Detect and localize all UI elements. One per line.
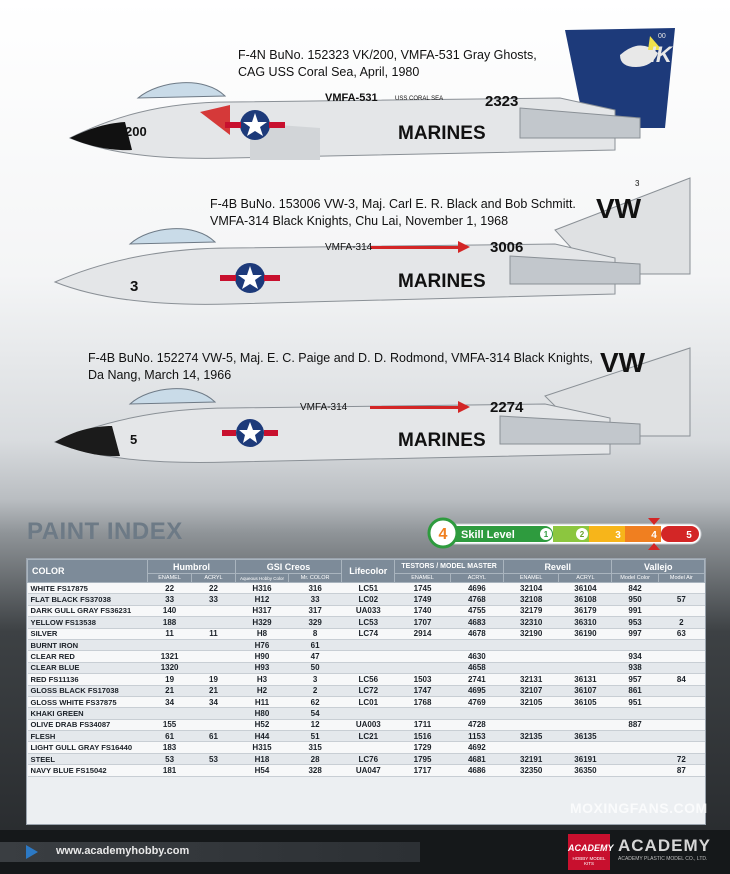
- skill-level-1: 1: [543, 530, 549, 539]
- paint-code-cell: 1740: [395, 605, 450, 616]
- paint-code-cell: [559, 639, 612, 650]
- color-name-cell: NAVY BLUE FS15042: [28, 765, 148, 776]
- paint-code-cell: 3: [289, 674, 342, 685]
- paint-code-cell: [612, 742, 658, 753]
- paint-code-cell: 62: [289, 696, 342, 707]
- color-name-cell: OLIVE DRAB FS34087: [28, 719, 148, 730]
- paint-code-cell: [192, 639, 236, 650]
- paint-code-cell: [658, 685, 704, 696]
- paint-code-cell: 32310: [503, 617, 558, 628]
- paint-code-cell: 11: [148, 628, 192, 639]
- paint-code-cell: 4695: [450, 685, 503, 696]
- color-name-cell: BURNT IRON: [28, 639, 148, 650]
- aircraft-3-tail-code: VW: [600, 347, 646, 378]
- paint-code-cell: [612, 639, 658, 650]
- paint-code-cell: 32179: [503, 605, 558, 616]
- paint-code-cell: 4696: [450, 583, 503, 594]
- paint-code-cell: 328: [289, 765, 342, 776]
- paint-code-cell: [612, 765, 658, 776]
- aircraft-2-caption-line2: VMFA-314 Black Knights, Chu Lai, November 1, 1968: [210, 214, 509, 228]
- arrow-icon: [26, 845, 38, 859]
- color-name-cell: YELLOW FS13538: [28, 617, 148, 628]
- paint-code-cell: 87: [658, 765, 704, 776]
- color-name-cell: LIGHT GULL GRAY FS16440: [28, 742, 148, 753]
- paint-code-cell: 4769: [450, 696, 503, 707]
- color-name-cell: GLOSS WHITE FS37875: [28, 696, 148, 707]
- paint-code-cell: 36135: [559, 731, 612, 742]
- paint-code-cell: 1707: [395, 617, 450, 628]
- paint-code-cell: [450, 639, 503, 650]
- color-name-cell: GLOSS BLACK FS17038: [28, 685, 148, 696]
- paint-code-cell: 1503: [395, 674, 450, 685]
- paint-code-cell: 4658: [450, 662, 503, 673]
- color-name-cell: FLESH: [28, 731, 148, 742]
- paint-code-cell: H3: [235, 674, 288, 685]
- paint-code-cell: [559, 719, 612, 730]
- paint-code-cell: 1153: [450, 731, 503, 742]
- paint-code-cell: [658, 651, 704, 662]
- paint-code-cell: H8: [235, 628, 288, 639]
- paint-code-cell: 32190: [503, 628, 558, 639]
- academy-logo-badge: [568, 834, 614, 870]
- paint-code-cell: 1745: [395, 583, 450, 594]
- paint-code-cell: 61: [148, 731, 192, 742]
- paint-code-cell: [192, 605, 236, 616]
- paint-code-cell: [503, 639, 558, 650]
- subheader-testors-acryl: ACRYL: [450, 574, 503, 583]
- paint-code-cell: 4692: [450, 742, 503, 753]
- table-row: [28, 708, 705, 719]
- paint-code-cell: [559, 651, 612, 662]
- skill-level-current: 4: [438, 526, 448, 543]
- color-name-cell: RED FS11136: [28, 674, 148, 685]
- paint-code-cell: 12: [289, 719, 342, 730]
- color-name-cell: WHITE FS17875: [28, 583, 148, 594]
- paint-code-cell: [658, 708, 704, 719]
- paint-code-cell: 22: [148, 583, 192, 594]
- paint-code-cell: 19: [192, 674, 236, 685]
- paint-code-cell: 32107: [503, 685, 558, 696]
- logo-badge-text: ACADEMY: [568, 843, 614, 853]
- table-row: [28, 662, 705, 673]
- paint-code-cell: [395, 639, 450, 650]
- header-revell: Revell: [503, 560, 612, 574]
- aircraft-2-squadron: VMFA-314: [325, 242, 373, 253]
- paint-code-cell: UA033: [342, 605, 395, 616]
- subheader-gsi-aqueous: Aqueous Hobby Color: [235, 574, 288, 583]
- paint-code-cell: 32131: [503, 674, 558, 685]
- paint-code-cell: 33: [289, 594, 342, 605]
- paint-code-cell: 2: [658, 617, 704, 628]
- paint-code-cell: 8: [289, 628, 342, 639]
- paint-code-cell: 28: [289, 753, 342, 764]
- table-row: [28, 742, 705, 753]
- paint-code-cell: 155: [148, 719, 192, 730]
- paint-code-cell: 22: [192, 583, 236, 594]
- paint-code-cell: 4728: [450, 719, 503, 730]
- paint-code-cell: [148, 708, 192, 719]
- paint-code-cell: 33: [148, 594, 192, 605]
- academy-logo-text: ACADEMY: [618, 836, 711, 855]
- paint-code-cell: H54: [235, 765, 288, 776]
- color-name-cell: CLEAR RED: [28, 651, 148, 662]
- paint-code-cell: 4768: [450, 594, 503, 605]
- subheader-gsi-mr-color: Mr. COLOR: [289, 574, 342, 583]
- paint-code-cell: UA047: [342, 765, 395, 776]
- aircraft-1-tail-code: NK: [640, 42, 672, 67]
- paint-code-cell: H52: [235, 719, 288, 730]
- paint-code-cell: H18: [235, 753, 288, 764]
- paint-code-cell: 1320: [148, 662, 192, 673]
- paint-code-cell: 934: [612, 651, 658, 662]
- paint-code-cell: [192, 662, 236, 673]
- aircraft-1-ship: USS CORAL SEA: [395, 96, 444, 102]
- paint-code-cell: 53: [192, 753, 236, 764]
- aircraft-3-modex: 5: [130, 432, 138, 447]
- aircraft-3-squadron: VMFA-314: [300, 402, 348, 413]
- header-humbrol: Humbrol: [148, 560, 236, 574]
- paint-code-cell: LC74: [342, 628, 395, 639]
- paint-code-cell: 50: [289, 662, 342, 673]
- subheader-vallejo-model-air: Model Air: [658, 574, 704, 583]
- paint-code-cell: 315: [289, 742, 342, 753]
- paint-code-cell: H90: [235, 651, 288, 662]
- paint-code-cell: [658, 731, 704, 742]
- skill-level-4: 4: [651, 530, 657, 541]
- paint-code-cell: 1717: [395, 765, 450, 776]
- paint-code-cell: [342, 651, 395, 662]
- paint-code-cell: LC51: [342, 583, 395, 594]
- aircraft-3-marines: MARINES: [398, 430, 486, 451]
- table-row: [28, 685, 705, 696]
- paint-table-body: [28, 583, 705, 777]
- paint-code-cell: 4755: [450, 605, 503, 616]
- paint-code-cell: [192, 719, 236, 730]
- paint-code-cell: [559, 708, 612, 719]
- paint-code-cell: [658, 742, 704, 753]
- paint-code-cell: 887: [612, 719, 658, 730]
- paint-code-cell: 2741: [450, 674, 503, 685]
- paint-code-cell: H80: [235, 708, 288, 719]
- academy-logo-subtext: ACADEMY PLASTIC MODEL CO., LTD.: [618, 856, 708, 862]
- header-gsi-creos: GSI Creos: [235, 560, 341, 574]
- paint-code-cell: [503, 742, 558, 753]
- paint-code-cell: 188: [148, 617, 192, 628]
- paint-code-cell: 36190: [559, 628, 612, 639]
- header-testors: TESTORS / MODEL MASTER: [395, 560, 504, 574]
- logo-badge-subtext: HOBBY MODEL KITS: [572, 856, 606, 866]
- paint-code-cell: 957: [612, 674, 658, 685]
- paint-code-cell: [612, 708, 658, 719]
- paint-code-cell: 33: [192, 594, 236, 605]
- paint-code-cell: 4681: [450, 753, 503, 764]
- paint-code-cell: 36310: [559, 617, 612, 628]
- paint-code-cell: H76: [235, 639, 288, 650]
- paint-code-cell: H11: [235, 696, 288, 707]
- aircraft-3-serial: 2274: [490, 399, 524, 416]
- table-row: [28, 696, 705, 707]
- paint-code-cell: 34: [148, 696, 192, 707]
- paint-code-cell: 329: [289, 617, 342, 628]
- table-row: [28, 594, 705, 605]
- paint-code-cell: 32108: [503, 594, 558, 605]
- aircraft-2-modex: 3: [130, 278, 139, 295]
- paint-code-cell: 991: [612, 605, 658, 616]
- paint-code-cell: 36104: [559, 583, 612, 594]
- paint-code-cell: H316: [235, 583, 288, 594]
- paint-code-cell: [503, 662, 558, 673]
- paint-code-cell: 32135: [503, 731, 558, 742]
- aircraft-3-profile: [0, 340, 730, 470]
- paint-code-cell: [612, 753, 658, 764]
- color-name-cell: FLAT BLACK FS37038: [28, 594, 148, 605]
- aircraft-1-modex: 200: [125, 124, 147, 139]
- paint-code-cell: [342, 662, 395, 673]
- paint-code-cell: 32104: [503, 583, 558, 594]
- table-row: [28, 639, 705, 650]
- table-row: [28, 583, 705, 594]
- paint-table-container: [26, 558, 706, 825]
- color-name-cell: SILVER: [28, 628, 148, 639]
- paint-code-cell: 32105: [503, 696, 558, 707]
- paint-code-cell: [342, 742, 395, 753]
- paint-code-cell: 54: [289, 708, 342, 719]
- paint-code-cell: 36108: [559, 594, 612, 605]
- paint-code-cell: 140: [148, 605, 192, 616]
- skill-level-5: 5: [686, 530, 692, 541]
- paint-code-cell: [192, 617, 236, 628]
- header-color: COLOR: [28, 560, 148, 583]
- table-row: [28, 753, 705, 764]
- paint-code-cell: H315: [235, 742, 288, 753]
- paint-code-cell: 84: [658, 674, 704, 685]
- paint-code-cell: 861: [612, 685, 658, 696]
- paint-code-cell: 953: [612, 617, 658, 628]
- paint-code-cell: 317: [289, 605, 342, 616]
- paint-code-cell: 4686: [450, 765, 503, 776]
- paint-code-cell: LC02: [342, 594, 395, 605]
- paint-code-cell: 4678: [450, 628, 503, 639]
- paint-code-cell: 36105: [559, 696, 612, 707]
- paint-table: [27, 559, 705, 777]
- paint-code-cell: 72: [658, 753, 704, 764]
- paint-code-cell: LC53: [342, 617, 395, 628]
- paint-code-cell: [658, 662, 704, 673]
- paint-code-cell: LC21: [342, 731, 395, 742]
- aircraft-2-caption-line1: F-4B BuNo. 153006 VW-3, Maj. Carl E. R. Black and Bob Schmitt.: [210, 197, 576, 211]
- paint-code-cell: 61: [192, 731, 236, 742]
- paint-code-cell: 32350: [503, 765, 558, 776]
- subheader-testors-enamel: ENAMEL: [395, 574, 450, 583]
- paint-code-cell: [658, 605, 704, 616]
- paint-code-cell: 2914: [395, 628, 450, 639]
- header-lifecolor: Lifecolor: [342, 560, 395, 583]
- paint-code-cell: 316: [289, 583, 342, 594]
- paint-code-cell: 21: [148, 685, 192, 696]
- paint-code-cell: 2: [289, 685, 342, 696]
- aircraft-1-tail-num: 00: [658, 33, 666, 40]
- paint-code-cell: [559, 742, 612, 753]
- paint-code-cell: [192, 765, 236, 776]
- aircraft-2-profile: [0, 170, 730, 320]
- paint-code-cell: 19: [148, 674, 192, 685]
- subheader-revell-acryl: ACRYL: [559, 574, 612, 583]
- paint-code-cell: LC72: [342, 685, 395, 696]
- watermark-text: MOXINGFANS.COM: [570, 800, 708, 816]
- aircraft-3-caption-line2: Da Nang, March 14, 1966: [88, 368, 232, 382]
- paint-code-cell: [395, 662, 450, 673]
- paint-code-cell: 36179: [559, 605, 612, 616]
- paint-code-cell: 183: [148, 742, 192, 753]
- paint-code-cell: 36191: [559, 753, 612, 764]
- paint-code-cell: [192, 708, 236, 719]
- paint-code-cell: 36107: [559, 685, 612, 696]
- paint-code-cell: [503, 651, 558, 662]
- table-row: [28, 719, 705, 730]
- color-name-cell: DARK GULL GRAY FS36231: [28, 605, 148, 616]
- color-name-cell: STEEL: [28, 753, 148, 764]
- aircraft-1-caption-line1: F-4N BuNo. 152323 VK/200, VMFA-531 Gray Ghosts,: [238, 48, 537, 62]
- aircraft-2-tail-num: 3: [635, 179, 640, 188]
- paint-code-cell: [658, 639, 704, 650]
- table-row: [28, 651, 705, 662]
- paint-code-cell: 32191: [503, 753, 558, 764]
- paint-code-cell: 51: [289, 731, 342, 742]
- paint-code-cell: 1768: [395, 696, 450, 707]
- aircraft-1-squadron: VMFA-531: [325, 92, 378, 104]
- paint-code-cell: 47: [289, 651, 342, 662]
- paint-code-cell: 842: [612, 583, 658, 594]
- paint-code-cell: [342, 639, 395, 650]
- footer: [0, 830, 730, 874]
- paint-code-cell: 21: [192, 685, 236, 696]
- paint-code-cell: 181: [148, 765, 192, 776]
- paint-code-cell: H317: [235, 605, 288, 616]
- paint-code-cell: 53: [148, 753, 192, 764]
- aircraft-1-profile: [0, 10, 730, 180]
- paint-code-cell: 1729: [395, 742, 450, 753]
- paint-code-cell: 951: [612, 696, 658, 707]
- paint-code-cell: 997: [612, 628, 658, 639]
- paint-code-cell: UA003: [342, 719, 395, 730]
- website-link[interactable]: www.academyhobby.com: [56, 845, 190, 857]
- paint-code-cell: 4683: [450, 617, 503, 628]
- paint-code-cell: 1516: [395, 731, 450, 742]
- paint-code-cell: [612, 731, 658, 742]
- aircraft-1-marines: MARINES: [398, 123, 486, 144]
- color-name-cell: KHAKI GREEN: [28, 708, 148, 719]
- paint-code-cell: 4630: [450, 651, 503, 662]
- paint-code-cell: 1711: [395, 719, 450, 730]
- paint-code-cell: [148, 639, 192, 650]
- table-row: [28, 605, 705, 616]
- paint-code-cell: H329: [235, 617, 288, 628]
- paint-code-cell: [658, 583, 704, 594]
- paint-code-cell: 34: [192, 696, 236, 707]
- paint-code-cell: [450, 708, 503, 719]
- color-name-cell: CLEAR BLUE: [28, 662, 148, 673]
- subheader-revell-enamel: ENAMEL: [503, 574, 558, 583]
- paint-code-cell: H44: [235, 731, 288, 742]
- paint-index-section: [0, 500, 730, 830]
- paint-code-cell: [503, 708, 558, 719]
- paint-code-cell: 61: [289, 639, 342, 650]
- skill-level-label: Skill Level: [461, 529, 515, 541]
- paint-code-cell: 950: [612, 594, 658, 605]
- paint-code-cell: [559, 662, 612, 673]
- paint-index-title: PAINT INDEX: [27, 518, 183, 545]
- paint-code-cell: 36350: [559, 765, 612, 776]
- paint-code-cell: 63: [658, 628, 704, 639]
- paint-code-cell: [192, 742, 236, 753]
- skill-level-indicator: [425, 516, 705, 550]
- skill-level-3: 3: [615, 530, 621, 541]
- paint-code-cell: [503, 719, 558, 730]
- aircraft-3-caption-line1: F-4B BuNo. 152274 VW-5, Maj. E. C. Paige and D. D. Rodmond, VMFA-314 Black Knights,: [88, 351, 593, 365]
- paint-code-cell: LC56: [342, 674, 395, 685]
- paint-code-cell: [342, 708, 395, 719]
- table-row: [28, 731, 705, 742]
- paint-code-cell: [395, 708, 450, 719]
- subheader-vallejo-model-color: Model Color: [612, 574, 658, 583]
- table-row: [28, 617, 705, 628]
- header-vallejo: Vallejo: [612, 560, 705, 574]
- table-row: [28, 765, 705, 776]
- paint-code-cell: H2: [235, 685, 288, 696]
- paint-code-cell: 1747: [395, 685, 450, 696]
- paint-code-cell: LC01: [342, 696, 395, 707]
- paint-code-cell: H12: [235, 594, 288, 605]
- paint-code-cell: 1749: [395, 594, 450, 605]
- aircraft-1-caption-line2: CAG USS Coral Sea, April, 1980: [238, 65, 420, 79]
- table-row: [28, 628, 705, 639]
- paint-code-cell: [658, 696, 704, 707]
- aircraft-2-marines: MARINES: [398, 271, 486, 292]
- skill-level-2: 2: [579, 530, 585, 539]
- paint-code-cell: 938: [612, 662, 658, 673]
- paint-code-cell: 36131: [559, 674, 612, 685]
- paint-code-cell: H93: [235, 662, 288, 673]
- paint-code-cell: 11: [192, 628, 236, 639]
- subheader-humbrol-enamel: ENAMEL: [148, 574, 192, 583]
- paint-code-cell: 1795: [395, 753, 450, 764]
- paint-code-cell: 1321: [148, 651, 192, 662]
- paint-code-cell: LC76: [342, 753, 395, 764]
- aircraft-1-serial: 2323: [485, 93, 519, 110]
- aircraft-2-tail-code: VW: [596, 193, 642, 224]
- paint-code-cell: [658, 719, 704, 730]
- aircraft-2-serial: 3006: [490, 239, 524, 256]
- paint-code-cell: [395, 651, 450, 662]
- paint-code-cell: [192, 651, 236, 662]
- paint-code-cell: 57: [658, 594, 704, 605]
- url-bar: [0, 842, 420, 862]
- table-row: [28, 674, 705, 685]
- subheader-humbrol-acryl: ACRYL: [192, 574, 236, 583]
